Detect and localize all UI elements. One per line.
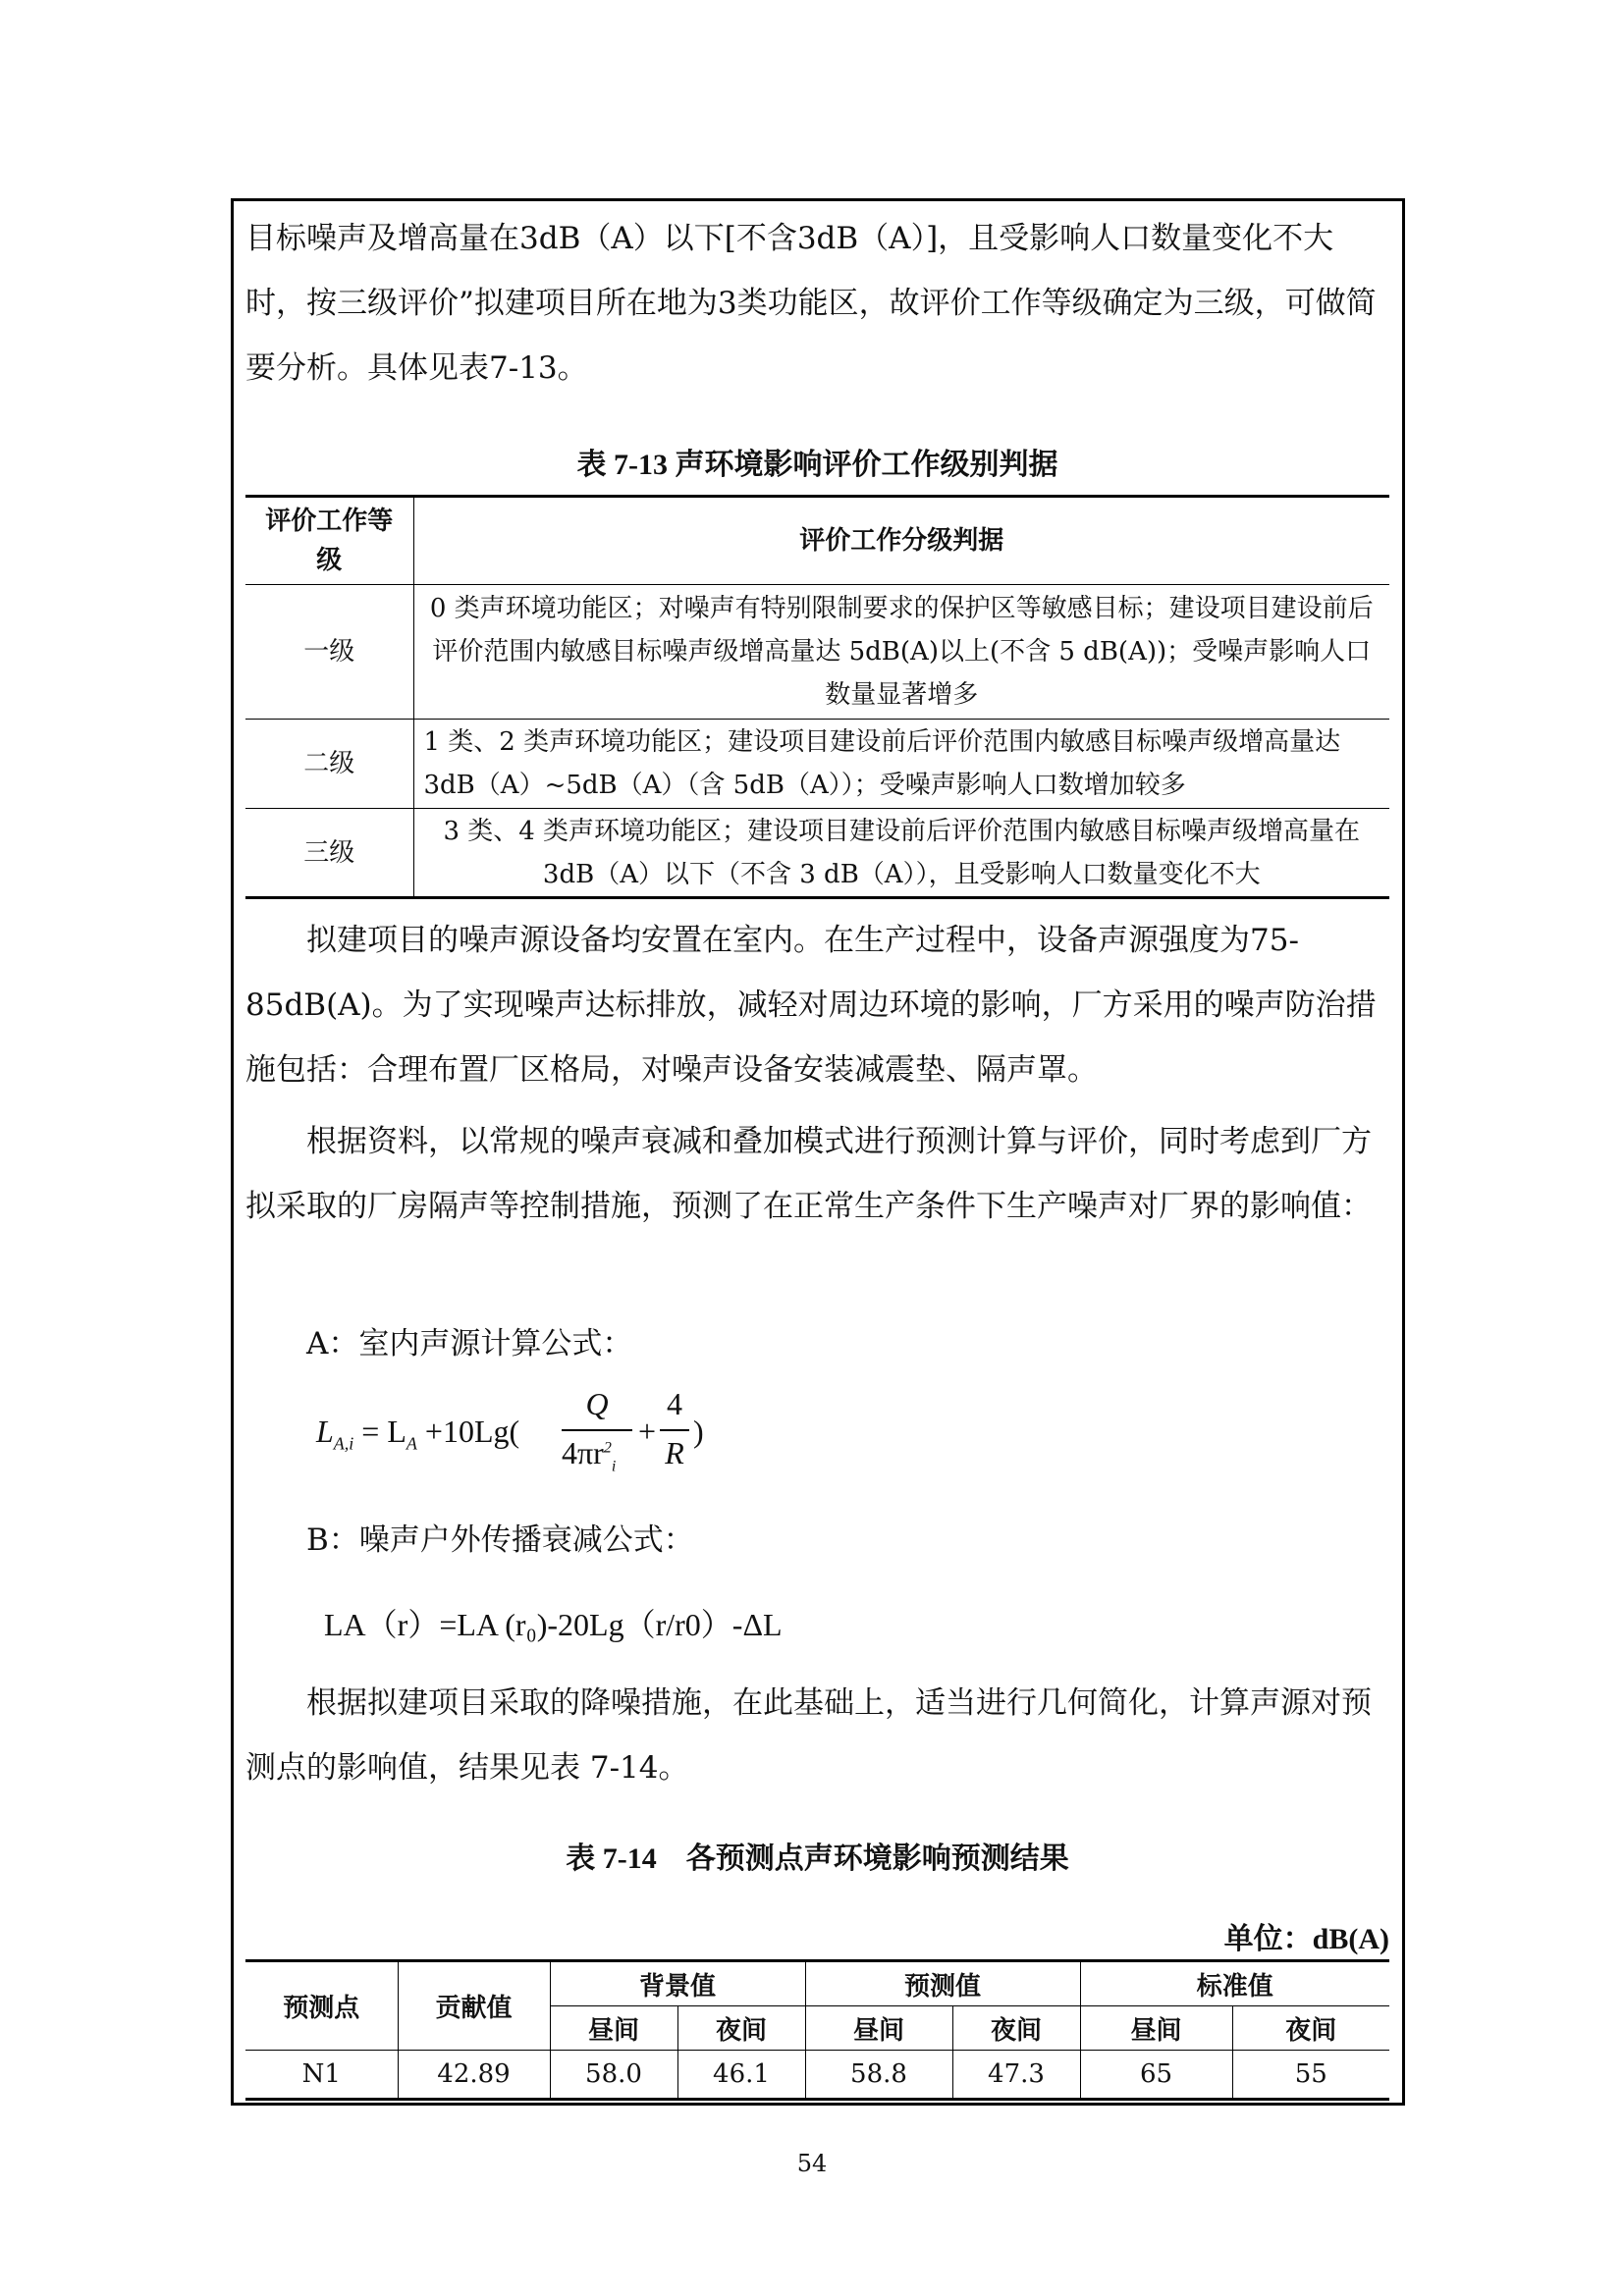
page-number: 54 [796, 2150, 828, 2177]
formula-b: LA（r）=LA (r₀)-20Lg（r/r0）-ΔL [324, 1607, 783, 1642]
table-header-background: 背景值 [550, 1961, 805, 2006]
table-cell-level: 一级 [245, 585, 413, 720]
table-cell: 65 [1080, 2051, 1232, 2100]
table-cell-level: 二级 [245, 720, 413, 809]
table-header-standard: 标准值 [1080, 1961, 1389, 2006]
table-header-night: 夜间 [1232, 2006, 1389, 2051]
table-cell: 55 [1232, 2051, 1389, 2100]
table-7-14-caption: 表 7-14 各预测点声环境影响预测结果 [566, 1842, 1069, 1875]
paragraph-intro: 目标噪声及增高量在3dB（A）以下[不含3dB（A）]，且受影响人口数量变化不大时，按三级评价”拟建项目所在地为3类功能区，故评价工作等级确定为三级，可做简要分析。具体见表7-13。 [245, 221, 1377, 386]
paragraph-noise-sources: 拟建项目的噪声源设备均安置在室内。在生产过程中，设备声源强度为75-85dB(A)。为了实现噪声达标排放，减轻对周边环境的影响，厂方采用的噪声防治措施包括：合理布置厂区格局，对噪声设备安装减震垫、隔声罩。 [245, 923, 1377, 1088]
table-header-day: 昼间 [1080, 2006, 1232, 2051]
table-cell: 42.89 [398, 2051, 550, 2100]
table-cell: 46.1 [677, 2051, 805, 2100]
table-cell: 58.0 [550, 2051, 677, 2100]
table-7-14 [245, 1959, 1389, 2101]
table-cell-criteria: 0 类声环境功能区；对噪声有特别限制要求的保护区等敏感目标；建设项目建设前后评价范围内敏感目标噪声级增高量达 5dB(A)以上(不含 5 dB(A))；受噪声影响人口数量显著增多 [413, 585, 1389, 720]
table-7-13-caption: 表 7-13 声环境影响评价工作级别判据 [576, 449, 1058, 481]
table-header-point: 预测点 [245, 1961, 398, 2051]
table-header-criteria: 评价工作分级判据 [413, 497, 1389, 585]
table-header-night: 夜间 [677, 2006, 805, 2051]
table-cell-criteria: 1 类、2 类声环境功能区；建设项目建设前后评价范围内敏感目标噪声级增高量达 3dB（A）~5dB（A）（含 5dB（A））；受噪声影响人口数增加较多 [413, 720, 1389, 809]
formula-a-label: A：室内声源计算公式： [306, 1326, 633, 1362]
paragraph-result-intro: 根据拟建项目采取的降噪措施，在此基础上，适当进行几何简化，计算声源对预测点的影响值，结果见表 7-14。 [245, 1685, 1372, 1786]
table-header-day: 昼间 [550, 2006, 677, 2051]
table-header-contribution: 贡献值 [398, 1961, 550, 2051]
table-cell: N1 [245, 2051, 398, 2100]
table-cell-level: 三级 [245, 809, 413, 898]
formula-b-label: B：噪声户外传播衰减公式： [306, 1522, 694, 1558]
table-header-predicted: 预测值 [805, 1961, 1080, 2006]
table-header-night: 夜间 [952, 2006, 1080, 2051]
table-7-13 [245, 495, 1389, 899]
table-header-day: 昼间 [805, 2006, 952, 2051]
table-cell-criteria: 3 类、4 类声环境功能区；建设项目建设前后评价范围内敏感目标噪声级增高量在 3dB（A）以下（不含 3 dB（A）），且受影响人口数量变化不大 [413, 809, 1389, 898]
table-header-level: 评价工作等级 [245, 497, 413, 585]
table-cell: 47.3 [952, 2051, 1080, 2100]
paragraph-prediction: 根据资料，以常规的噪声衰减和叠加模式进行预测计算与评价，同时考虑到厂方拟采取的厂房隔声等控制措施，预测了在正常生产条件下生产噪声对厂界的影响值： [245, 1124, 1372, 1224]
table-cell: 58.8 [805, 2051, 952, 2100]
table-row [245, 2051, 1389, 2100]
unit-label: 单位：dB(A) [1223, 1923, 1389, 1955]
